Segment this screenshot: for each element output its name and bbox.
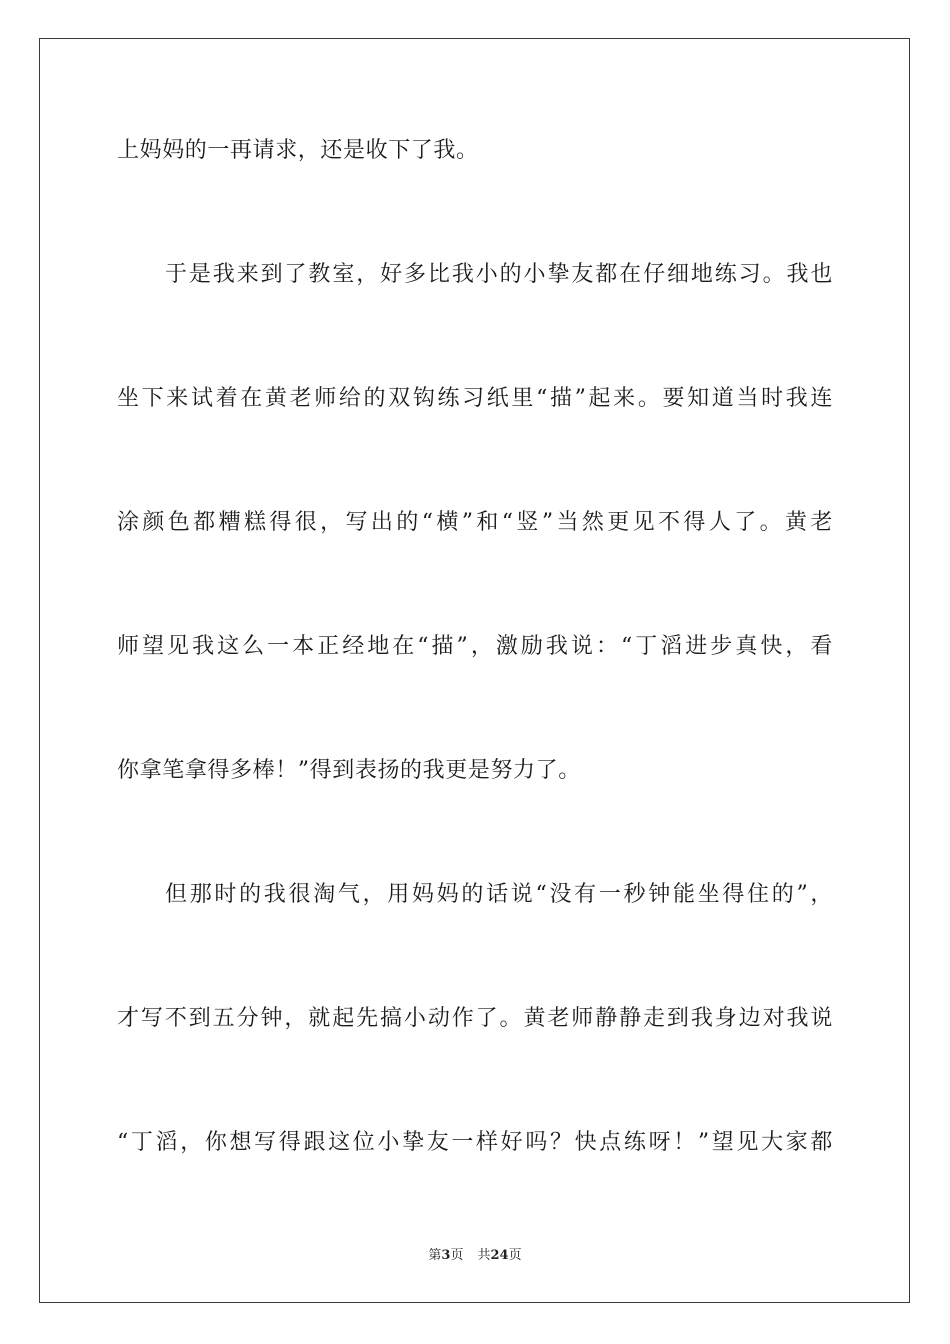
text-line-4: 涂颜色都糟糕得很，写出的“横”和“竖”当然更见不得人了。黄老 [117, 510, 833, 535]
page-prefix: 第 [428, 1248, 442, 1263]
text-line-1: 上妈妈的一再请求，还是收下了我。 [117, 138, 479, 163]
page-footer [0, 1247, 950, 1265]
page-border [39, 38, 910, 1303]
text-line-7: 但那时的我很淘气，用妈妈的话说“没有一秒钟能坐得住的”， [165, 882, 833, 907]
text-line-8: 才写不到五分钟，就起先搞小动作了。黄老师静静走到我身边对我说 [117, 1006, 833, 1031]
total-suffix: 页 [508, 1248, 522, 1263]
text-line-2: 于是我来到了教室，好多比我小的小挚友都在仔细地练习。我也 [165, 262, 833, 287]
text-line-5: 师望见我这么一本正经地在“描”，激励我说：“丁滔进步真快，看 [117, 634, 833, 659]
total-pages: 24 [490, 1248, 509, 1263]
page-suffix: 页 [450, 1248, 464, 1263]
page-number: 3 [441, 1248, 451, 1263]
text-line-6: 你拿笔拿得多棒！”得到表扬的我更是努力了。 [117, 758, 581, 783]
text-line-3: 坐下来试着在黄老师给的双钩练习纸里“描”起来。要知道当时我连 [117, 386, 833, 411]
text-line-9: “丁滔，你想写得跟这位小挚友一样好吗？快点练呀！”望见大家都 [117, 1130, 833, 1155]
total-prefix: 共 [477, 1248, 491, 1263]
